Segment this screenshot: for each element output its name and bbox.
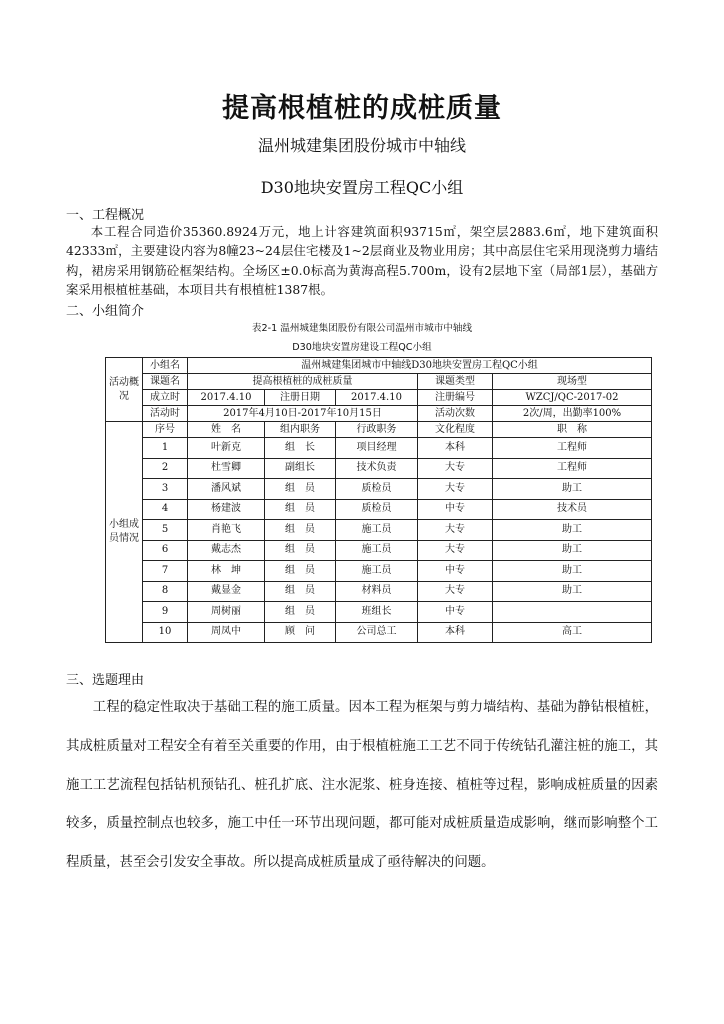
table-row [106,499,652,520]
reg-date-label: 注册日期 [265,390,336,406]
reg-no-label: 注册编号 [418,390,493,406]
table-caption-line2: D30地块安置房建设工程QC小组 [292,342,432,353]
member-admin-role: 质检员 [336,479,418,500]
table-row [106,561,652,582]
section-heading-group: 二、小组简介 [66,304,145,319]
members-side-label: 小组成员情况 [106,422,143,643]
member-group-role: 组 员 [265,581,336,602]
table-header-row [106,422,652,438]
member-education: 本科 [418,438,493,459]
member-name: 杨建波 [188,499,265,520]
member-title: 助工 [493,479,652,500]
table-row [106,540,652,561]
member-admin-role: 质检员 [336,499,418,520]
section-heading-reason: 三、选题理由 [66,673,145,688]
table-row [106,406,652,422]
member-index: 2 [143,458,188,479]
table-row [106,479,652,500]
member-admin-role: 材料员 [336,581,418,602]
member-education: 中专 [418,561,493,582]
table-row [106,622,652,643]
member-name: 戴志杰 [188,540,265,561]
member-education: 大专 [418,520,493,541]
member-name: 戴显金 [188,581,265,602]
topic-label: 课题名 [143,374,188,390]
section-heading-overview: 一、工程概况 [66,208,145,223]
member-index: 6 [143,540,188,561]
overview-paragraph [66,222,658,299]
member-title: 助工 [493,561,652,582]
member-group-role: 顾 问 [265,622,336,643]
member-index: 7 [143,561,188,582]
member-admin-role: 班组长 [336,602,418,623]
column-header: 组内职务 [265,422,336,438]
table-row [106,520,652,541]
founded-label: 成立时 [143,390,188,406]
member-admin-role: 项目经理 [336,438,418,459]
period-label: 活动时 [143,406,188,422]
table-row [106,374,652,390]
member-name: 林 坤 [188,561,265,582]
column-header: 序号 [143,422,188,438]
column-header: 行政职务 [336,422,418,438]
table-row [106,358,652,374]
member-index: 1 [143,438,188,459]
member-index: 5 [143,520,188,541]
member-group-role: 组 员 [265,602,336,623]
member-index: 10 [143,622,188,643]
member-admin-role: 施工员 [336,561,418,582]
member-education: 本科 [418,622,493,643]
overview-text: 本工程合同造价35360.8924万元，地上计容建筑面积93715㎡，架空层2883.6㎡，地下建筑面积42333㎡，主要建设内容为8幢23~24层住宅楼及1~2层商业及物业用房；其中高层住宅采用现浇剪力墙结构，裙房采用钢筋砼框架结构。全场区±0.0标高为黄海高程5.700m，设有2层地下室（局部1层），基础方案采用根植桩基础，本项目共有根植桩1387根。 [66,224,658,297]
member-title: 高工 [493,622,652,643]
member-index: 4 [143,499,188,520]
column-header: 文化程度 [418,422,493,438]
column-header: 姓 名 [188,422,265,438]
count-value: 2次/周，出勤率100% [493,406,652,422]
member-group-role: 副组长 [265,458,336,479]
member-name: 叶新克 [188,438,265,459]
topic-type-value: 现场型 [493,374,652,390]
member-title: 助工 [493,520,652,541]
reg-date-value: 2017.4.10 [336,390,418,406]
founded-value: 2017.4.10 [188,390,265,406]
reason-text: 工程的稳定性取决于基础工程的施工质量。因本工程为框架与剪力墙结构、基础为静钻根植桩，其成桩质量对工程安全有着至关重要的作用，由于根植桩施工工艺不同于传统钻孔灌注桩的施工，其施工工艺流程包括钻机预钻孔、桩孔扩底、注水泥浆、桩身连接、植桩等过程，影响成桩质量的因素较多，质量控制点也较多，施工中任一环节出现问题，都可能对成桩质量造成影响，继而影响整个工程质量，甚至会引发安全事故。所以提高成桩质量成了亟待解决的问题。 [66,700,658,871]
member-title [493,602,652,623]
member-title: 技术员 [493,499,652,520]
topic-type-label: 课题类型 [418,374,493,390]
member-education: 大专 [418,458,493,479]
member-group-role: 组 长 [265,438,336,459]
activity-side-label: 活动概况 [106,358,143,422]
member-title: 助工 [493,581,652,602]
member-admin-role: 施工员 [336,520,418,541]
group-info-table [105,357,652,643]
member-name: 杜雪卿 [188,458,265,479]
member-group-role: 组 员 [265,479,336,500]
member-education: 大专 [418,581,493,602]
table-caption-line1: 表2-1 温州城建集团股份有限公司温州市城市中轴线 [251,323,473,334]
member-admin-role: 公司总工 [336,622,418,643]
member-admin-role: 施工员 [336,540,418,561]
column-header: 职 称 [493,422,652,438]
member-name: 周树丽 [188,602,265,623]
table-row [106,581,652,602]
member-index: 9 [143,602,188,623]
group-name-label: 小组名 [143,358,188,374]
table-row [106,458,652,479]
company-subtitle: 温州城建集团股份城市中轴线 [257,136,466,155]
table-row [106,438,652,459]
count-label: 活动次数 [418,406,493,422]
member-name: 肖艳飞 [188,520,265,541]
member-admin-role: 技术负责 [336,458,418,479]
document-title: 提高根植桩的成桩质量 [222,93,502,124]
member-name: 潘风斌 [188,479,265,500]
member-title: 工程师 [493,458,652,479]
member-education: 中专 [418,602,493,623]
topic-value: 提高根植桩的成桩质量 [188,374,418,390]
table-row [106,602,652,623]
member-education: 大专 [418,540,493,561]
period-value: 2017年4月10日-2017年10月15日 [188,406,418,422]
member-group-role: 组 员 [265,499,336,520]
reg-no-value: WZCJ/QC-2017-02 [493,390,652,406]
member-name: 周凤中 [188,622,265,643]
member-group-role: 组 员 [265,520,336,541]
reason-paragraph [66,689,658,883]
member-group-role: 组 员 [265,561,336,582]
member-title: 助工 [493,540,652,561]
group-name-value: 温州城建集团城市中轴线D30地块安置房工程QC小组 [188,358,652,374]
table-row [106,390,652,406]
member-education: 中专 [418,499,493,520]
group-subtitle: D30地块安置房工程QC小组 [260,178,464,197]
member-index: 3 [143,479,188,500]
member-title: 工程师 [493,438,652,459]
member-index: 8 [143,581,188,602]
member-education: 大专 [418,479,493,500]
member-group-role: 组 员 [265,540,336,561]
